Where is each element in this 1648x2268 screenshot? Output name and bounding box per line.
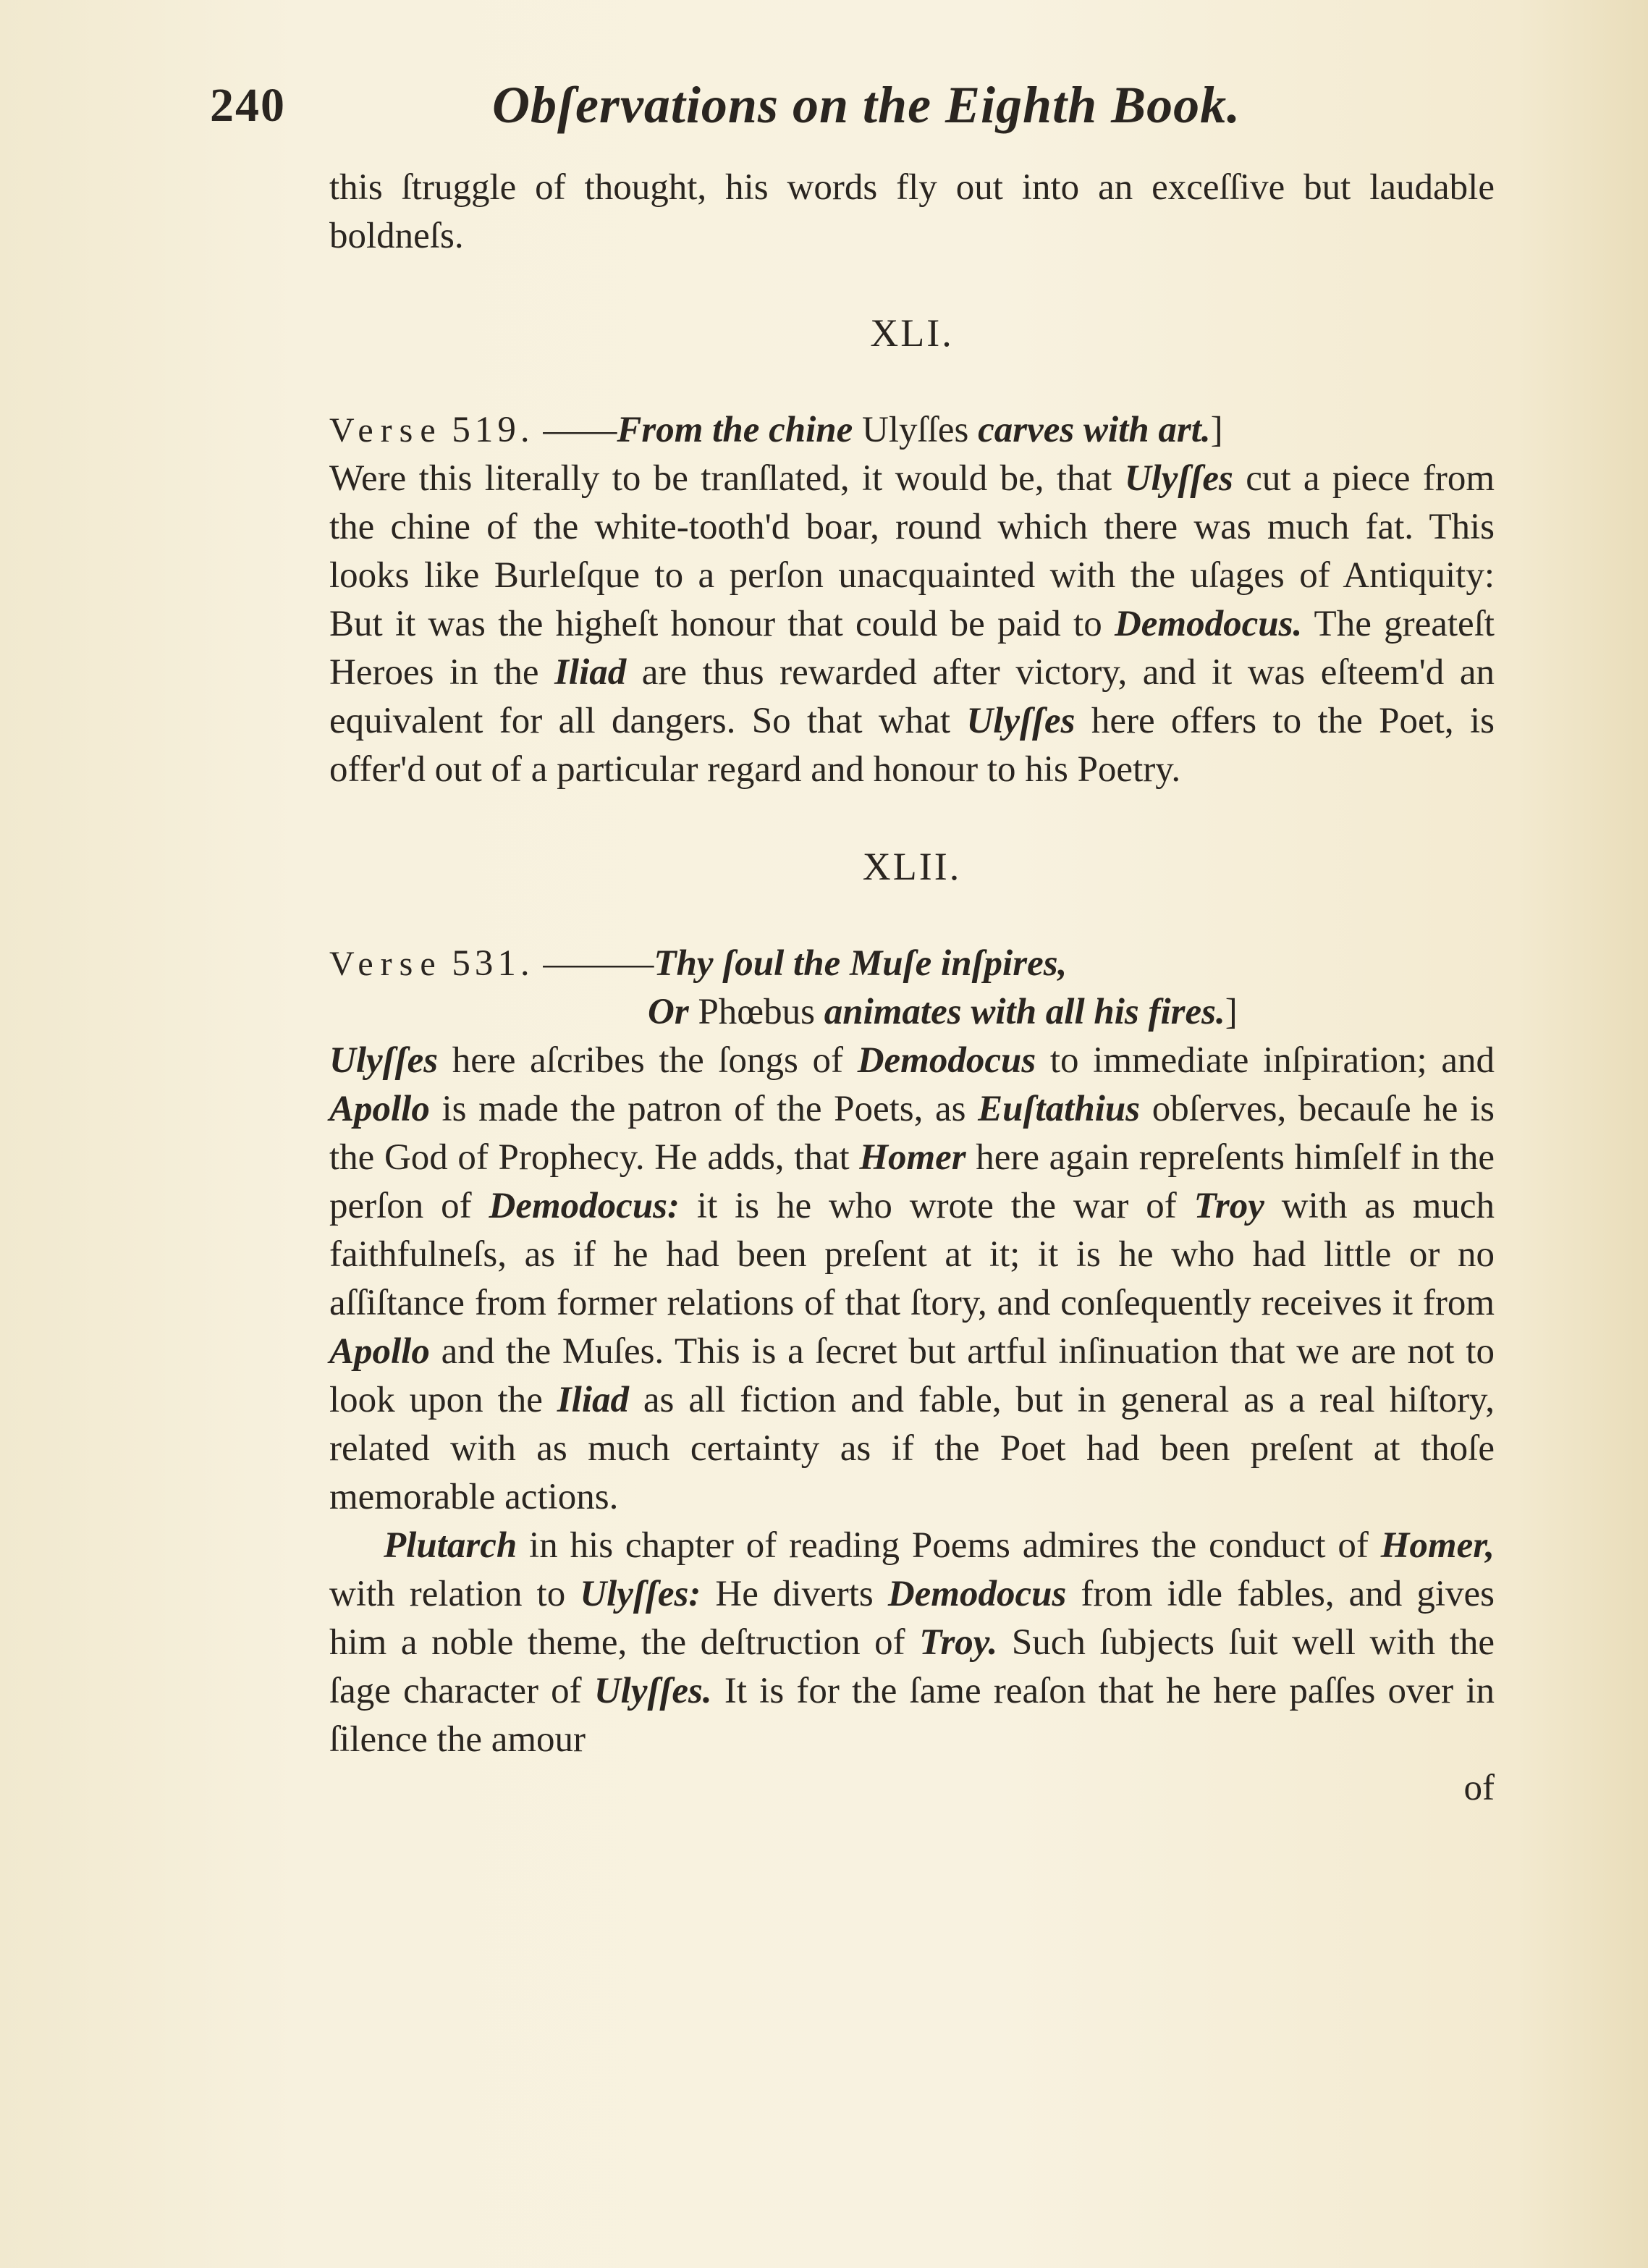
name-italic: Demodocus (857, 1040, 1036, 1081)
text-run: with as much faithfulneſs, as if he had been preſent at it; it is he who had little or no aſſiſtance from former relations of that ſtory, and conſequently receives it from (329, 1186, 1495, 1323)
section-heading-41: XLI. (870, 311, 954, 355)
name-italic: Iliad (557, 1380, 629, 1420)
name-italic: Iliad (554, 652, 627, 693)
name-italic: Apollo (329, 1331, 430, 1372)
verse-number: 531. (452, 943, 534, 984)
commentary-paragraph-41 (329, 455, 1495, 794)
section-heading-42: XLII. (862, 845, 962, 888)
verse-number: 519. (452, 410, 534, 450)
name-italic: Ulyſſes. (593, 1671, 712, 1711)
text-run: in his chapter of reading Poems admires the conduct of (517, 1525, 1381, 1566)
text-run: with relation to (329, 1574, 580, 1614)
quote-bracket: ] (1210, 410, 1223, 450)
text-run: as all fiction and fable, but in general as a real hiſtory, related with as much certainty as if the Poet had been preſent at thoſe memorable actions. (329, 1380, 1495, 1517)
quote-dash: ——— (543, 943, 654, 984)
quote-text: animates with all his fires. (824, 992, 1225, 1032)
text-run: are thus rewarded after victory, and it was eſteem'd an equivalent for all dangers. So that what (329, 652, 1495, 741)
text-run: and the Muſes. This is a ſecret but artful inſinuation that we are not to look upon the (329, 1331, 1495, 1420)
quote-text: From the chine (617, 410, 853, 450)
page-number: 240 (210, 79, 286, 132)
name-italic: Ulyſſes (1124, 458, 1233, 499)
name-italic: Apollo (329, 1089, 430, 1129)
verse-quote-continuation (329, 988, 1495, 1037)
text-run: Such ſubjects ſuit well with the ſage character of (329, 1622, 1495, 1711)
name-italic: Homer, (1380, 1525, 1495, 1566)
verse-label: Verse (329, 945, 443, 983)
name-italic: Euſtathius (978, 1089, 1141, 1129)
name-italic: Homer (859, 1137, 966, 1178)
quote-text: Thy ſoul the Muſe inſpires, (654, 943, 1068, 984)
text-run: It is for the ſame reaſon that he here paſſes over in ſilence the amour (329, 1671, 1495, 1760)
running-head: Obſervations on the Eighth Book. (492, 76, 1241, 134)
text-run: He diverts (701, 1574, 888, 1614)
page-header (210, 78, 1505, 143)
text-run: obſerves, becauſe he is the God of Prophecy. He adds, that (329, 1089, 1495, 1178)
text-run: to immediate inſpiration; and (1036, 1040, 1495, 1081)
name-italic: Ulyſſes (966, 701, 1076, 741)
quote-dash: —— (543, 410, 617, 450)
verse-citation-531 (329, 940, 1495, 988)
name-italic: Troy (1193, 1186, 1264, 1226)
commentary-paragraph-42a (329, 1037, 1495, 1522)
name-italic: Demodocus: (489, 1186, 680, 1226)
quote-bracket: ] (1225, 992, 1238, 1032)
name-italic: Troy. (919, 1622, 998, 1663)
quote-text: Phœbus (698, 992, 815, 1032)
catchword: of (1463, 1768, 1495, 1808)
verse-citation-519 (329, 406, 1495, 455)
page-body (329, 164, 1495, 1813)
name-italic: Demodocus. (1114, 604, 1303, 644)
quote-text: Or (648, 992, 689, 1032)
text-run: is made the patron of the Poets, as (429, 1089, 979, 1129)
name-italic: Ulyſſes (329, 1040, 439, 1081)
text-run: it is he who wrote the war of (680, 1186, 1194, 1226)
text-run: here offers to the Poet, is offer'd out of a particular regard and honour to his Poetry. (329, 701, 1495, 790)
text-run: from idle fables, and gives him a noble theme, the deſtruction of (329, 1574, 1495, 1663)
text-run: cut a piece from the chine of the white-tooth'd boar, round which there was much fat. This looks like Burleſque to a perſon unacquainted with the uſages of Antiquity: But it was the higheſt honour that could be paid to (329, 458, 1495, 644)
text-run: here again repreſents himſelf in the perſon of (329, 1137, 1495, 1226)
name-italic: Demodocus (887, 1574, 1067, 1614)
quote-text: Ulyſſes (862, 410, 969, 450)
intro-paragraph: this ſtruggle of thought, his words fly out into an exceſſive but laudable boldneſs. (329, 167, 1495, 256)
name-italic: Ulyſſes: (580, 1574, 701, 1614)
commentary-paragraph-42b (329, 1522, 1495, 1764)
text-run: here aſcribes the ſongs of (438, 1040, 858, 1081)
text-run: The greateſt Heroes in the (329, 604, 1495, 693)
text-run: Were this literally to be tranſlated, it would be, that (329, 458, 1125, 499)
quote-text: carves with art. (978, 410, 1211, 450)
name-italic: Plutarch (384, 1525, 517, 1566)
verse-label: Verse (329, 411, 443, 450)
